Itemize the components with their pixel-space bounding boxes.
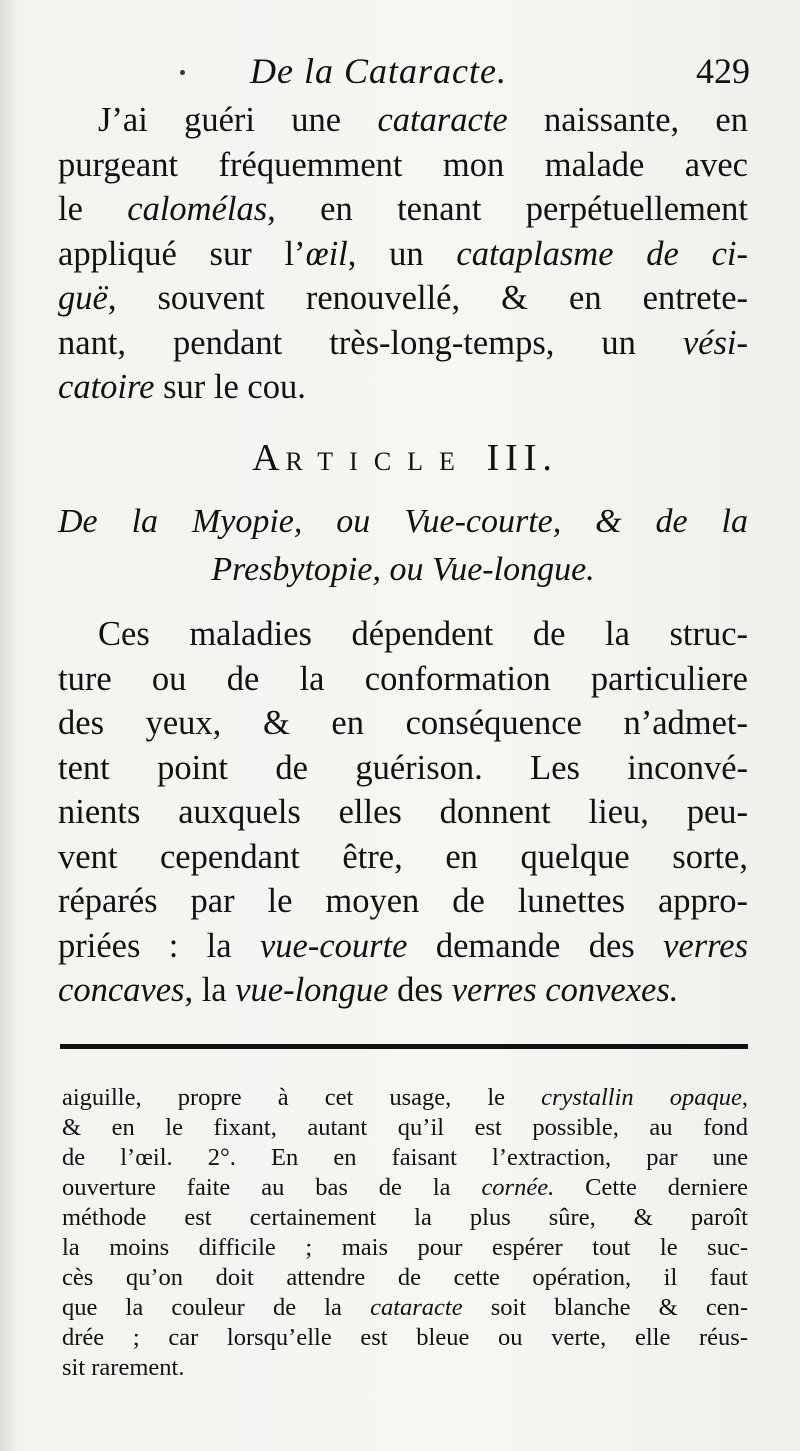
article-heading-initial: A <box>252 437 286 479</box>
footnote-line: sit rarement. <box>62 1354 185 1381</box>
text-line: des yeux, & en conséquence n’admet- <box>58 704 748 742</box>
text-line: priées : la vue-courte demande des verres <box>58 926 749 965</box>
text-line: nant, pendant très-long-temps, un vési- <box>58 323 748 362</box>
text-line: purgeant fréquemment mon malade avec <box>58 145 748 184</box>
text-line: vent cependant être, en quelque sorte, <box>58 837 748 876</box>
page-number: 429 <box>696 51 750 91</box>
footnote-line: aiguille, propre à cet usage, le crystallin opaque, <box>62 1084 749 1111</box>
footnote-line: de l’œil. 2°. En en faisant l’extraction, par une <box>62 1144 748 1171</box>
section-title <box>58 498 748 594</box>
text-line: Ces maladies dépendent de la struc- <box>98 615 748 653</box>
article-heading-word: RTICLE <box>285 447 471 476</box>
footnote <box>62 1083 748 1383</box>
section-title-line: De la Myopie, ou Vue-courte, & de la <box>58 503 748 540</box>
text-line: appliqué sur l’œil, un cataplasme de ci- <box>58 234 748 273</box>
running-title: De la Cataracte. <box>250 51 507 91</box>
text-line: concaves, la vue-longue des verres convexes. <box>58 971 679 1009</box>
text-line: guë, souvent renouvellé, & en entrete- <box>58 279 748 317</box>
footnote-line: drée ; car lorsqu’elle est bleue ou verte, elle réus- <box>62 1324 748 1351</box>
footnote-line: & en le fixant, autant qu’il est possible, au fond <box>62 1114 748 1141</box>
footnote-rule <box>60 1044 748 1049</box>
footnote-line: ouverture faite au bas de la cornée. Cette derniere <box>62 1174 749 1201</box>
footnote-line: cès qu’on doit attendre de cette opération, il faut <box>62 1264 748 1291</box>
text-line: tent point de guérison. Les inconvé- <box>58 748 748 787</box>
article-heading <box>60 436 750 480</box>
paragraph-cataract-cure <box>58 98 748 410</box>
text-line: le calomélas, en tenant perpétuellement <box>58 190 748 228</box>
footnote-line: la moins difficile ; mais pour espérer tout le suc- <box>62 1234 748 1261</box>
footnote-line: méthode est certainement la plus sûre, & paroît <box>62 1204 748 1231</box>
text-line: nients auxquels elles donnent lieu, peu- <box>58 793 748 831</box>
text-line: ture ou de la conformation particuliere <box>58 659 748 698</box>
paragraph-myopia <box>58 612 748 1013</box>
text-line: réparés par le moyen de lunettes appro- <box>58 882 748 920</box>
article-heading-numeral: III. <box>486 437 558 479</box>
ornament-dot <box>180 70 185 75</box>
section-title-line: Presbytopie, ou Vue-longue. <box>211 551 595 588</box>
running-head <box>60 50 760 100</box>
text-line: J’ai guéri une cataracte naissante, en <box>98 101 748 139</box>
text-line: catoire sur le cou. <box>58 368 306 406</box>
footnote-line: que la couleur de la cataracte soit blanche & cen- <box>62 1294 748 1321</box>
